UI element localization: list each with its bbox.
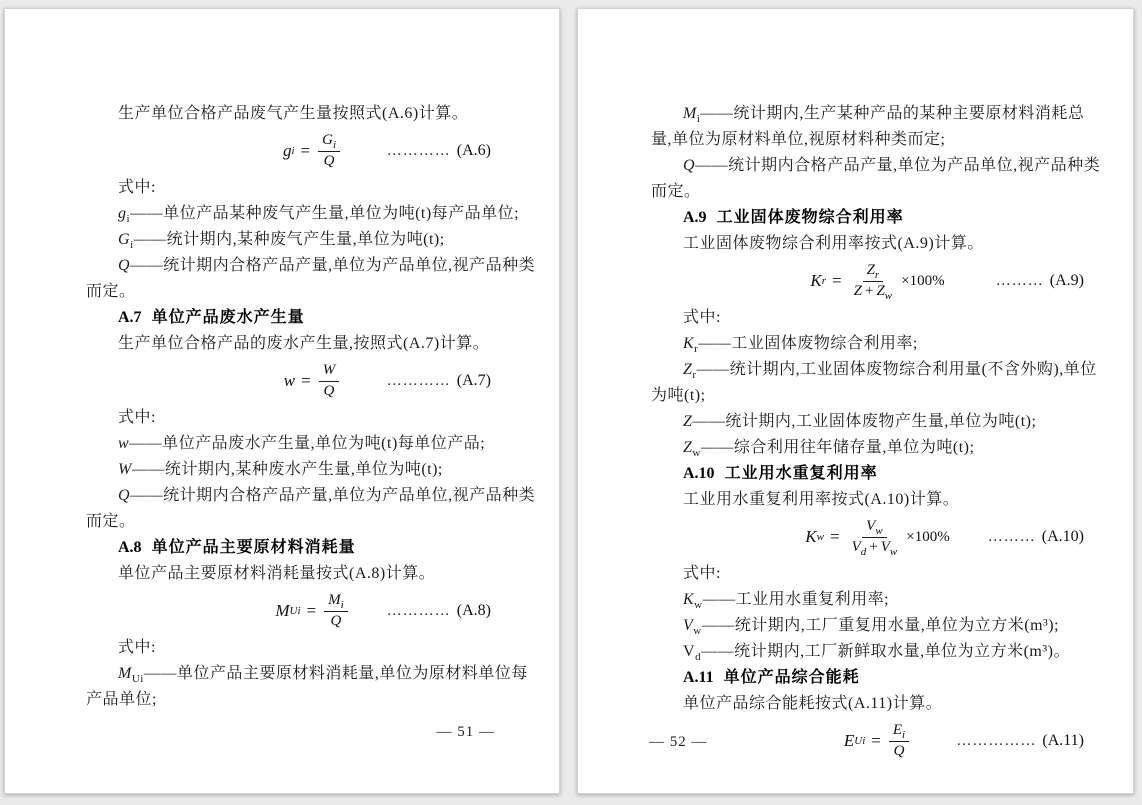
page-number-51: — 51 — bbox=[436, 724, 495, 740]
symbol-def-gi: $g_i——$单位产品某种废气产生量,单位为吨(t)每产品单位; bbox=[118, 205, 520, 226]
symbol-def-Vd: $V_d——$统计期内,工厂新鲜取水量,单位为立方米(m³)。 bbox=[683, 643, 1070, 664]
page-number-52: — 52 — bbox=[649, 734, 708, 750]
section-heading-a10: A.10 工业用水重复利用率 bbox=[683, 465, 878, 482]
section-heading-a7: A.7 单位产品废水产生量 bbox=[118, 309, 305, 326]
intro-paragraph-a10: 工业用水重复利用率按式(A.10)计算。 bbox=[683, 491, 960, 508]
equation-number: (A.11) bbox=[1042, 732, 1084, 749]
symbol-def-MUi: $M_{Ui}——$单位产品主要原材料消耗量,单位为原材料单位每产品单位; bbox=[86, 665, 528, 708]
symbol-def-Kw: $K_w——$工业用水重复利用率; bbox=[683, 591, 890, 612]
symbol-def-Gi: $G_i——$统计期内,某种废气产生量,单位为吨(t); bbox=[118, 231, 445, 252]
symbol-def-W: W——统计期内,某种废水产生量,单位为吨(t); bbox=[118, 461, 443, 478]
equation-a10-math: K w = $\frac{V_w}{V_d + V_w}$ ×100% bbox=[805, 518, 950, 558]
equation-a6-leader bbox=[387, 142, 491, 160]
page-51 bbox=[4, 8, 560, 794]
section-heading-a9: A.9 工业固体废物综合利用率 bbox=[683, 209, 904, 226]
equation-a8-math: M Ui = $\frac{M_i}{Q}$ bbox=[275, 591, 349, 631]
symbol-def-Vw: $V_w——$统计期内,工厂重复用水量,单位为立方米(m³); bbox=[683, 617, 1060, 638]
intro-paragraph-a8: 单位产品主要原材料消耗量按式(A.8)计算。 bbox=[118, 565, 436, 582]
symbol-def-Mi: $M_i——$统计期内,生产某种产品的某种主要原材料消耗总量,单位为原材料单位,视原材料种类而定; bbox=[651, 105, 1085, 148]
equation-a7 bbox=[86, 358, 539, 404]
symbol-def-Zw: $Z_w——$综合利用往年储存量,单位为吨(t); bbox=[683, 439, 975, 460]
symbol-def-Q: Q——统计期内合格产品产量,单位为产品单位,视产品种类而定。 bbox=[651, 157, 1101, 200]
equation-a8-leader bbox=[387, 602, 491, 620]
equation-a11 bbox=[651, 718, 1104, 764]
leader-dots: …………… bbox=[956, 732, 1037, 749]
equation-a10-leader bbox=[988, 528, 1084, 546]
where-label: 式中: bbox=[118, 639, 156, 656]
where-label: 式中: bbox=[118, 179, 156, 196]
equation-a8 bbox=[86, 588, 539, 634]
symbol-def-w: w——单位产品废水产生量,单位为吨(t)每单位产品; bbox=[118, 435, 486, 452]
intro-paragraph-a6: 生产单位合格产品废气产生量按照式(A.6)计算。 bbox=[118, 105, 469, 122]
equation-a6-math: g i = $\frac{G_i}{Q}$ bbox=[283, 131, 342, 171]
equation-a11-leader bbox=[956, 732, 1084, 750]
equation-a6 bbox=[86, 128, 539, 174]
leader-dots: ……… bbox=[987, 528, 1036, 545]
leader-dots: ………… bbox=[386, 602, 451, 619]
page-51-content bbox=[5, 9, 559, 713]
where-label: 式中: bbox=[683, 309, 721, 326]
leader-dots: ……… bbox=[995, 272, 1044, 289]
equation-a10 bbox=[651, 514, 1104, 560]
page-52 bbox=[577, 8, 1134, 794]
section-heading-a11: A.11 单位产品综合能耗 bbox=[683, 669, 860, 686]
symbol-def-Kr: $K_r——$工业固体废物综合利用率; bbox=[683, 335, 918, 356]
equation-number: (A.9) bbox=[1049, 272, 1084, 289]
where-label: 式中: bbox=[118, 409, 156, 426]
symbol-def-Q: Q——统计期内合格产品产量,单位为产品单位,视产品种类而定。 bbox=[86, 487, 536, 530]
equation-a9 bbox=[651, 258, 1104, 304]
page-52-content bbox=[578, 9, 1133, 764]
section-heading-a8: A.8 单位产品主要原材料消耗量 bbox=[118, 539, 356, 556]
equation-a9-math: K r = $\frac{Z_r}{Z + Z_w}$ ×100% bbox=[810, 262, 945, 302]
leader-dots: ………… bbox=[386, 142, 451, 159]
equation-a11-math: E Ui = $\frac{E_i}{Q}$ bbox=[844, 721, 911, 761]
equation-a7-leader bbox=[387, 372, 491, 390]
intro-paragraph-a9: 工业固体废物综合利用率按式(A.9)计算。 bbox=[683, 235, 984, 252]
intro-paragraph-a7: 生产单位合格产品的废水产生量,按照式(A.7)计算。 bbox=[118, 335, 490, 352]
equation-a7-math: w = $\frac{W}{Q}$ bbox=[284, 361, 341, 401]
equation-number: (A.8) bbox=[456, 602, 491, 619]
intro-paragraph-a11: 单位产品综合能耗按式(A.11)计算。 bbox=[683, 695, 943, 712]
equation-number: (A.10) bbox=[1041, 528, 1084, 545]
where-label: 式中: bbox=[683, 565, 721, 582]
symbol-def-Q: Q——统计期内合格产品产量,单位为产品单位,视产品种类而定。 bbox=[86, 257, 536, 300]
equation-number: (A.7) bbox=[456, 372, 491, 389]
symbol-def-Z: Z——统计期内,工业固体废物产生量,单位为吨(t); bbox=[683, 413, 1037, 430]
equation-a9-leader bbox=[996, 272, 1084, 290]
leader-dots: ………… bbox=[386, 372, 451, 389]
equation-number: (A.6) bbox=[456, 142, 491, 159]
symbol-def-Zr: $Z_r——$统计期内,工业固体废物综合利用量(不含外购),单位为吨(t); bbox=[651, 361, 1097, 404]
